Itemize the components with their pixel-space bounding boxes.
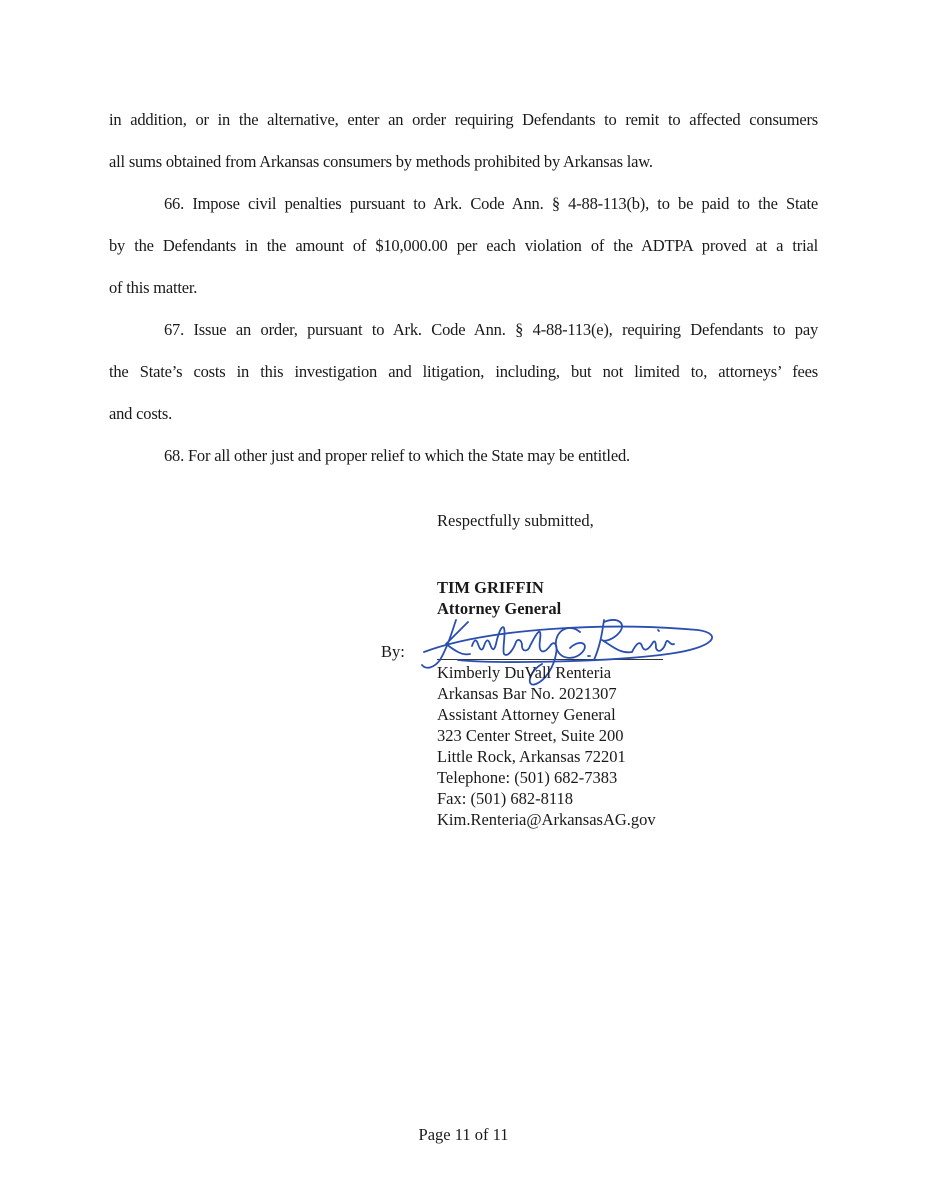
attorney-general-office: Attorney General (437, 599, 562, 618)
address-line-1: 323 Center Street, Suite 200 (437, 726, 624, 745)
bar-number: Arkansas Bar No. 2021307 (437, 684, 617, 703)
telephone: Telephone: (501) 682-7383 (437, 768, 618, 787)
address-line-2: Little Rock, Arkansas 72201 (437, 747, 626, 766)
paragraph-66-line-2: by the Defendants in the amount of $10,000.00 per each violation of the ADTPA proved at a trial (109, 236, 818, 255)
paragraph-67-line-1: 67. Issue an order, pursuant to Ark. Code Ann. § 4-88-113(e), requiring Defendants to pay (164, 320, 818, 339)
signer-name: Kimberly DuVall Renteria (437, 663, 612, 682)
paragraph-67-line-3: and costs. (109, 404, 173, 423)
fax: Fax: (501) 682-8118 (437, 789, 573, 808)
closing-text: Respectfully submitted, (437, 511, 594, 530)
paragraph-65-line-1: in addition, or in the alternative, enter an order requiring Defendants to remit to affected consumers (109, 110, 818, 129)
attorney-general-name: TIM GRIFFIN (437, 578, 544, 597)
signer-title: Assistant Attorney General (437, 705, 616, 724)
page-number: Page 11 of 11 (418, 1125, 509, 1144)
paragraph-67-line-2: the State’s costs in this investigation and litigation, including, but not limited to, attorneys’ fees (109, 362, 818, 381)
paragraph-66-line-1: 66. Impose civil penalties pursuant to Ark. Code Ann. § 4-88-113(b), to be paid to the State (164, 194, 818, 213)
body-paragraphs (109, 99, 818, 477)
paragraph-65-line-2: all sums obtained from Arkansas consumers by methods prohibited by Arkansas law. (109, 152, 653, 171)
email-link[interactable]: Kim.Renteria@ArkansasAG.gov (437, 810, 656, 829)
by-label: By: (381, 642, 405, 661)
paragraph-66-line-3: of this matter. (109, 278, 198, 297)
paragraph-68-line-1: 68. For all other just and proper relief to which the State may be entitled. (164, 446, 630, 465)
